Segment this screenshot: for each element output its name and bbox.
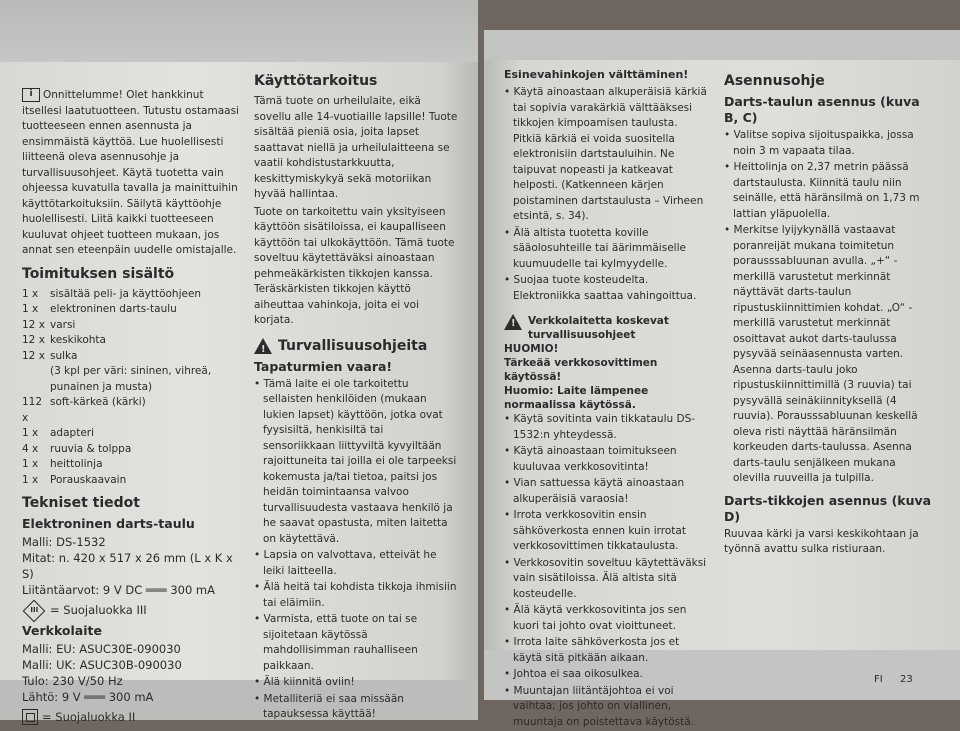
- bullet-item: • Heittolinja on 2,37 metrin päässä dartstaulusta. Kiinnitä taulu niin seinälle, että häränsilmä on 1,73 m lattian yläpuolella.: [724, 160, 934, 222]
- important-1: Tärkeää verkkosovittimen käytössä!: [504, 357, 658, 383]
- important-2: Huomio: Laite lämpenee normaalissa käytössä.: [504, 385, 649, 411]
- right-page: [484, 30, 960, 728]
- mount-title: Darts-taulun asennus (kuva B, C): [724, 94, 920, 125]
- adapter-output: Lähtö: 9 V ═══ 300 mA: [22, 689, 154, 704]
- adapter-title: Verkkolaite: [22, 622, 102, 638]
- contents-list: [22, 287, 240, 489]
- damage-list: [504, 85, 708, 304]
- contents-label: heittolinja: [50, 458, 103, 470]
- bullet-item: • Älä kiinnitä oviin!: [254, 675, 458, 691]
- contents-item: [22, 318, 240, 334]
- mount-list: [724, 128, 934, 487]
- purpose-title: Käyttötarkoitus: [254, 73, 378, 89]
- bullet-item: • Älä käytä verkkosovitinta jos sen kuori tai johto ovat vioittuneet.: [504, 603, 708, 634]
- left-column-1: [22, 88, 240, 725]
- contents-qty: 1 x: [22, 458, 39, 470]
- footer-lang: FI: [874, 674, 883, 685]
- bullet-item: • Varmista, että tuote on tai se sijoitetaan käytössä mahdollisimman rauhalliseen paikkaan.: [254, 612, 458, 674]
- install-title: Asennusohje: [724, 73, 825, 89]
- warning-icon: [504, 314, 522, 330]
- contents-qty: 1 x: [22, 473, 39, 486]
- contents-item: [22, 364, 240, 395]
- contents-label: sisältää peli- ja käyttöohjeen: [50, 287, 202, 300]
- right-column-2: [724, 66, 934, 560]
- contents-item: [22, 302, 240, 318]
- bullet-item: • Älä altista tuotetta koville sääolosuhteille tai äärimmäiselle kuumuudelle tai kylmyydelle.: [504, 226, 708, 273]
- protection-class-3: III = Suojaluokka III: [22, 602, 240, 619]
- contents-title: Toimituksen sisältö: [22, 265, 175, 282]
- bullet-item: • Muuntajan liitäntäjohtoa ei voi vaihtaa; jos johto on viallinen, muuntaja on poistettava käytöstä.: [504, 684, 708, 731]
- bullet-item: • Lapsia on valvottava, etteivät he leiki laitteella.: [254, 548, 458, 579]
- bullet-item: • Merkitse lyijykynällä vastaavat poranreijät mukana toimitetun porausssabluunan avulla. „+“ -merkillä varustetut merkinnät näyttävät darts-taulun ripustuskiinnittimien kohdat. „O“ -merkillä varustetut merkinnät osoittavat aukot darts-taulussa pysyvää seinäasennusta varten. Asenna darts-taulu joko ripustuskiinnittimillä (3 ruuvia) tai pysyvällä seinäkiinnityksellä (4 ruuvia). Porausssabluunan keskellä oleva risti näyttää häränsilmän korkeuden darts-taulussa. Asenna darts-taulu senjälkeen mukana olevilla ruuveilla ja tulpilla.: [724, 223, 934, 487]
- intro: i Onnittelumme! Olet hankkinut itsellesi laatutuotteen. Tutustu ostamaasi tuotteeseen ennen asennusta ja ensimmäistä käyttöä. Lue huolellisesti liitteenä oleva asennusohje ja turvallisuusohjeet. Käytä tuotetta vain ohjeessa kuvatulla tavalla ja mainittuihin käyttötarkoituksiin. Säilytä käyttöohje huolellisesti. Liitä kaikki tuotteeseen kuuluvat ohjeet tuotteen mukaan, jos annat sen eteenpäin uudelle omistajalle.: [22, 89, 239, 256]
- bullet-item: • Vian sattuessa käytä ainoastaan alkuperäisiä varaosia!: [504, 476, 708, 507]
- bullet-item: • Verkkosovitin soveltuu käytettäväksi vain sisätiloissa. Älä altista sitä kosteudelle.: [504, 556, 708, 603]
- contents-item: [22, 473, 240, 489]
- adapter-input: Tulo: 230 V/50 Hz: [22, 673, 123, 688]
- left-column-2: [254, 66, 458, 724]
- bullet-item: • Suojaa tuote kosteudelta. Elektroniikka saattaa vahingoittua.: [504, 273, 708, 304]
- header-band: [0, 0, 478, 62]
- protection-class-2-icon: [22, 709, 38, 725]
- contents-label: Porauskaavain: [50, 473, 127, 486]
- bullet-item: • Käytä ainoastaan alkuperäisiä kärkiä tai sopivia varakärkiä välttääksesi tikkojen kimpoamisen taulusta. Pitkiä kärkiä ei voida suositella elektronisiin dartstauluihin. Ne taipuvat nopeasti ja katkeavat helposti. (Katkenneen kärjen poistaminen dartstaulusta – Virheen etsintä, s. 34).: [504, 85, 708, 225]
- dartboard-model: Malli: DS-1532: [22, 535, 106, 549]
- purpose-text-1: Tämä tuote on urheilulaite, eikä sovellu alle 14-vuotiaille lapsille! Tuote sisältää pieniä osia, joita lapset saattavat niellä ja urheilulaitteena se vaatii kohdistustarkkuutta, keskittymiskykyä sekä motoriikan hyvää hallintaa.: [254, 95, 458, 200]
- contents-label: varsi: [50, 318, 76, 331]
- protection-class-3-icon: III: [23, 599, 46, 622]
- contents-qty: 4 x: [22, 442, 39, 455]
- damage-title: Esinevahinkojen välttäminen!: [504, 68, 689, 81]
- bullet-item: • Tämä laite ei ole tarkoitettu sellaisten henkilöiden (mukaan lukien lapset) käyttöön, jotka ovat fyysisiltä, henkisiltä tai sensoriikkaan liittyviltä kyvyiltään rajoittuneita tai joilla ei ole tarpeeksi kokemusta ja/tai tietoa, paitsi jos heidän toimintaansa valvoo turvallisuudesta vastaava henkilö ja he saavat opastusta, miten laitetta on käytettävä.: [254, 377, 458, 548]
- contents-item: [22, 442, 240, 458]
- contents-qty: 12 x: [22, 318, 45, 331]
- adapter-model-uk: Malli: UK: ASUC30B-090030: [22, 657, 182, 672]
- left-page: [0, 0, 478, 724]
- intro-text: Olet hankkinut itsellesi laatutuotteen. Tutustu ostamaasi tuotteeseen ennen asennusta ja ensimmäistä käyttöä. Lue huolellisesti liitteenä oleva asennusohje ja turvallisuusohjeet. Käytä tuotetta vain ohjeessa kuvatulla tavalla ja mainittuihin käyttötarkoituksiin. Säilytä käyttöohje huolellisesti. Liitä kaikki tuotteeseen kuuluvat ohjeet tuotteen mukaan, jos annat sen eteenpäin uudelle omistajalle.: [22, 89, 239, 256]
- contents-qty: 12 x: [22, 334, 45, 346]
- bullet-item: • Valitse sopiva sijoituspaikka, jossa noin 3 m vapaata tilaa.: [724, 128, 934, 159]
- contents-label: sulka: [50, 349, 78, 362]
- contents-item: [22, 333, 240, 349]
- contents-qty: 1 x: [22, 287, 39, 300]
- bullet-item: • Metalliteriä ei saa missään tapauksessa käyttää!: [254, 692, 458, 723]
- adapter-section-title: ! Verkkolaitetta koskevat turvallisuusohjeet: [504, 314, 708, 342]
- darts-title: Darts-tikkojen asennus (kuva D): [724, 492, 932, 524]
- darts-text: Ruuvaa kärki ja varsi keskikohtaan ja työnnä avattu sulka ristiuraan.: [724, 527, 919, 555]
- purpose-text-2: Tuote on tarkoitettu vain yksityiseen käyttöön sisätiloissa, ei kaupalliseen käyttöön tai ulkokäyttöön. Tämä tuote soveltuu käytettäväksi ainoastaan pehmeäkärkisten tikkojen kanssa. Teräskärkisten tikkojen käyttö aiheuttaa vahinkoja, joita ei voi korjata.: [254, 205, 455, 326]
- info-book-icon: i: [22, 88, 40, 102]
- bullet-item: • Älä heitä tai kohdista tikkoja ihmisiin tai eläimiin.: [254, 580, 458, 611]
- bullet-item: • Irrota verkkosovitin ensin sähköverkosta ennen kuin irrotat verkkosovittimen tikkataulusta.: [504, 508, 708, 555]
- bullet-item: • Johtoa ei saa oikosulkea.: [504, 667, 708, 683]
- contents-item: [22, 395, 240, 426]
- contents-label: (3 kpl per väri: sininen, vihreä, punainen ja musta): [50, 365, 212, 393]
- safety-title: !Turvallisuusohjeita: [254, 337, 458, 355]
- dartboard-input: Liitäntäarvot: 9 V DC ═══ 300 mA: [22, 583, 215, 597]
- huomio-label: HUOMIO!: [504, 343, 559, 355]
- contents-item: [22, 349, 240, 365]
- protection-class-2: = Suojaluokka II: [22, 709, 240, 726]
- contents-qty: 1 x: [22, 303, 39, 315]
- bullet-item: • Käytä ainoastaan toimitukseen kuuluvaa verkkosovitinta!: [504, 444, 708, 475]
- contents-label: elektroninen darts-taulu: [50, 303, 177, 315]
- contents-qty: 112 x: [22, 396, 43, 424]
- contents-qty: 1 x: [22, 427, 39, 439]
- dartboard-title: Elektroninen darts-taulu: [22, 516, 195, 531]
- contents-label: ruuvia & tolppa: [50, 442, 132, 455]
- adapter-list: [504, 412, 708, 730]
- contents-label: soft-kärkeä (kärki): [50, 396, 146, 408]
- contents-qty: [22, 364, 50, 395]
- contents-label: adapteri: [50, 427, 95, 439]
- contents-item: [22, 457, 240, 473]
- adapter-model-eu: Malli: EU: ASUC30E-090030: [22, 641, 181, 656]
- contents-qty: 12 x: [22, 349, 45, 362]
- header-band: [484, 30, 960, 60]
- tech-title: Tekniset tiedot: [22, 495, 140, 511]
- bullet-item: • Irrota laite sähköverkosta jos et käytä sitä pitkään aikaan.: [504, 635, 708, 666]
- contents-label: keskikohta: [50, 334, 106, 346]
- danger-list: [254, 377, 458, 723]
- right-column-1: [504, 68, 708, 731]
- dartboard-dims: Mitat: n. 420 x 517 x 26 mm (L x K x S): [22, 551, 233, 581]
- contents-item: [22, 287, 240, 303]
- contents-item: [22, 426, 240, 442]
- bullet-item: • Käytä sovitinta vain tikkataulu DS-1532:n yhteydessä.: [504, 412, 708, 443]
- page-number: 23: [900, 674, 913, 685]
- warning-icon: [254, 338, 272, 354]
- danger-title: Tapaturmien vaara!: [254, 358, 393, 374]
